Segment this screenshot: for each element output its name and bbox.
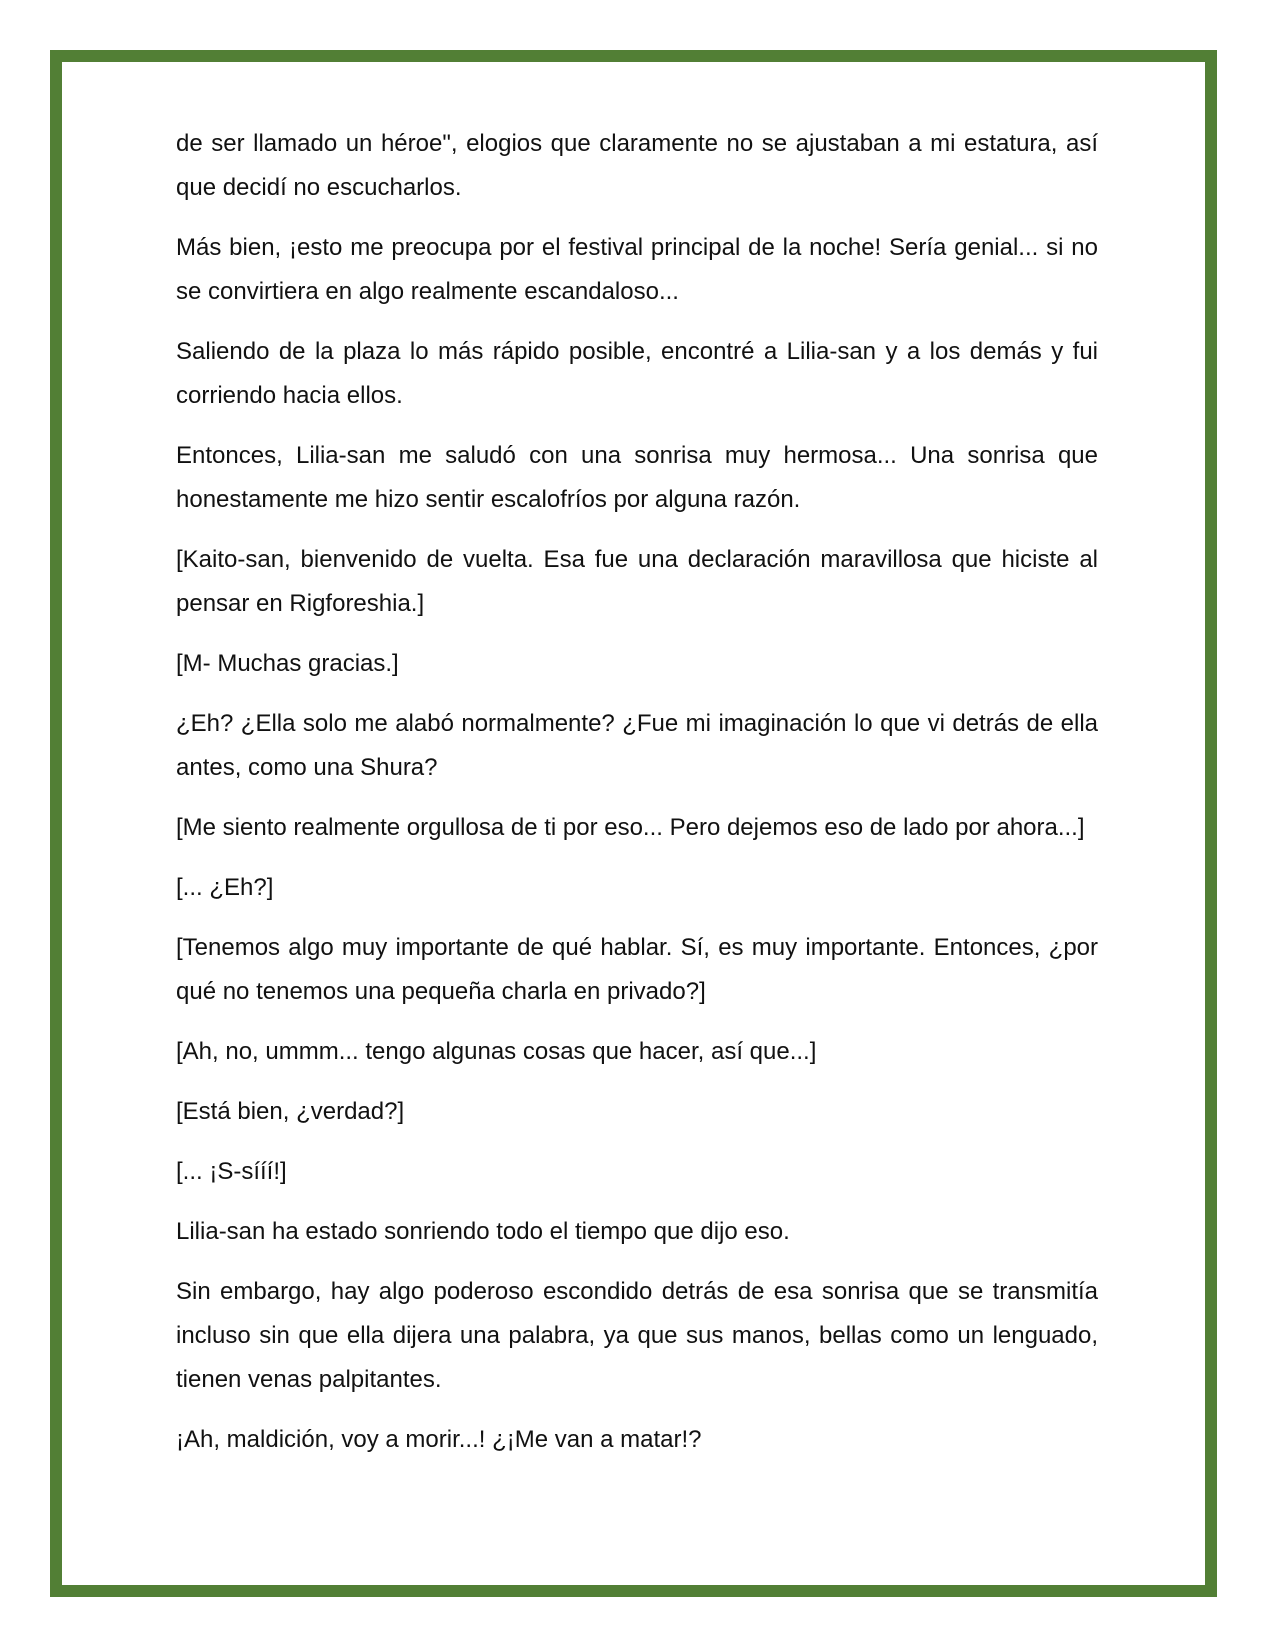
paragraph: [Me siento realmente orgullosa de ti por eso... Pero dejemos eso de lado por ahora...] — [176, 814, 1085, 841]
document-body — [176, 122, 1098, 1478]
paragraph: [... ¿Eh?] — [176, 874, 274, 901]
paragraph: Saliendo de la plaza lo más rápido posible, encontré a Lilia-san y a los demás y fui corriendo hacia ellos. — [176, 338, 1098, 409]
paragraph: Lilia-san ha estado sonriendo todo el tiempo que dijo eso. — [176, 1218, 790, 1245]
paragraph: [Está bien, ¿verdad?] — [176, 1098, 405, 1125]
paragraph: ¡Ah, maldición, voy a morir...! ¿¡Me van a matar!? — [176, 1426, 702, 1453]
paragraph: [... ¡S-sííí!] — [176, 1158, 287, 1185]
paragraph: Entonces, Lilia-san me saludó con una sonrisa muy hermosa... Una sonrisa que honestamente me hizo sentir escalofríos por alguna razón. — [176, 442, 1098, 513]
paragraph: de ser llamado un héroe", elogios que claramente no se ajustaban a mi estatura, así que decidí no escucharlos. — [176, 130, 1098, 201]
paragraph: Más bien, ¡esto me preocupa por el festival principal de la noche! Sería genial... si no se convirtiera en algo realmente escandaloso... — [176, 234, 1098, 305]
paragraph: ¿Eh? ¿Ella solo me alabó normalmente? ¿Fue mi imaginación lo que vi detrás de ella antes, como una Shura? — [176, 710, 1098, 781]
paragraph: [Kaito-san, bienvenido de vuelta. Esa fue una declaración maravillosa que hiciste al pensar en Rigforeshia.] — [176, 546, 1098, 617]
paragraph: [M- Muchas gracias.] — [176, 650, 399, 677]
paragraph: [Tenemos algo muy importante de qué hablar. Sí, es muy importante. Entonces, ¿por qué no tenemos una pequeña charla en privado?] — [176, 934, 1098, 1005]
paragraph: [Ah, no, ummm... tengo algunas cosas que hacer, así que...] — [176, 1038, 817, 1065]
paragraph: Sin embargo, hay algo poderoso escondido detrás de esa sonrisa que se transmitía incluso sin que ella dijera una palabra, ya que sus manos, bellas como un lenguado, tienen venas palpitantes. — [176, 1278, 1098, 1393]
